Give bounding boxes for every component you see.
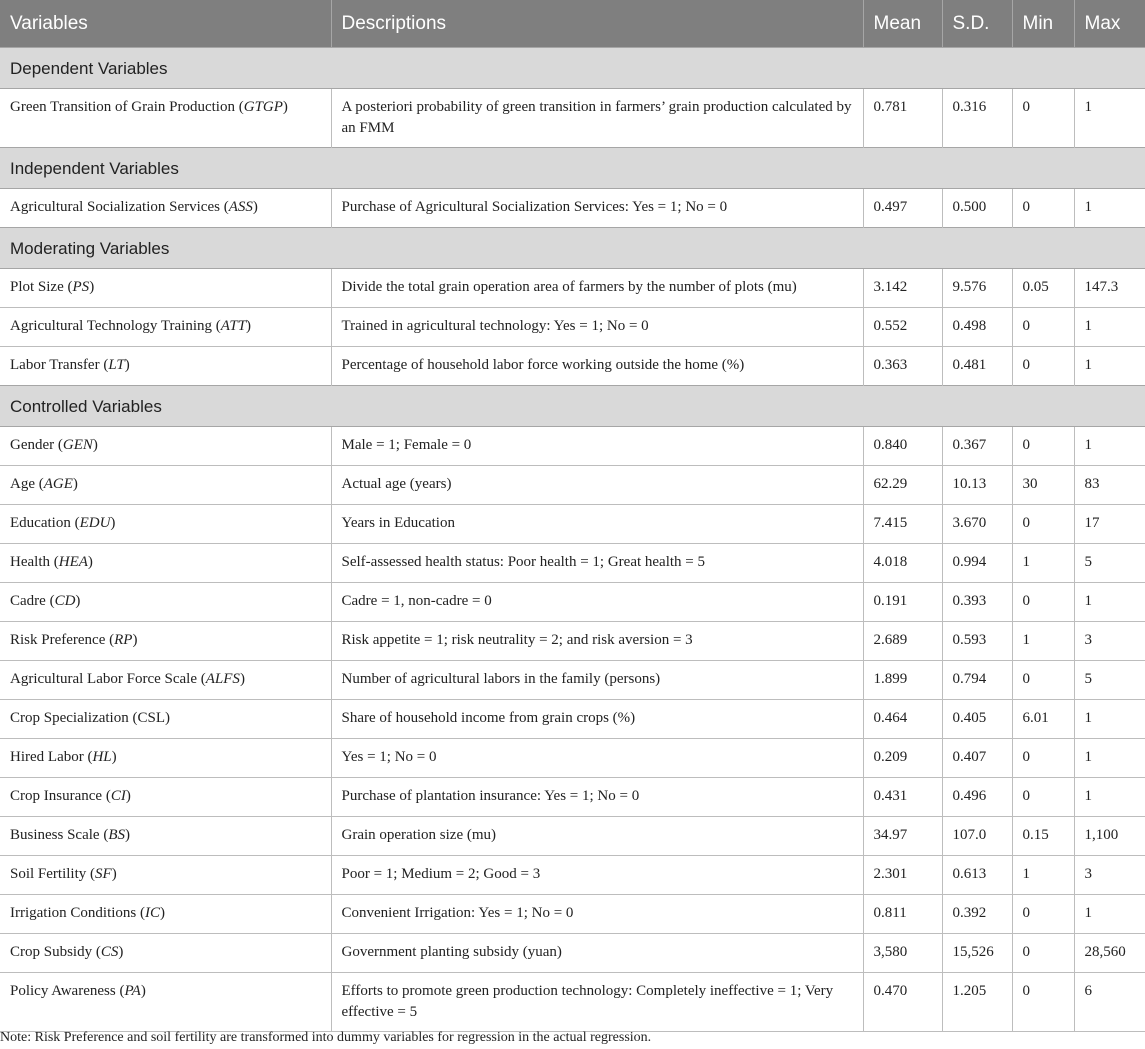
variable-abbreviation: LT xyxy=(108,357,125,373)
description-cell: Actual age (years) xyxy=(331,466,863,505)
description-cell: Efforts to promote green production technology: Completely ineffective = 1; Very effective = 5 xyxy=(331,973,863,1032)
max-cell: 1 xyxy=(1074,739,1145,778)
variable-cell: Education (EDU) xyxy=(0,505,331,544)
variable-abbreviation: RP xyxy=(114,632,133,648)
table-row xyxy=(0,622,1145,661)
mean-cell: 0.464 xyxy=(863,700,942,739)
description-cell: Yes = 1; No = 0 xyxy=(331,739,863,778)
sd-cell: 0.481 xyxy=(942,347,1012,386)
min-cell: 6.01 xyxy=(1012,700,1074,739)
variable-name: Labor Transfer xyxy=(10,357,100,373)
variable-name: Crop Insurance xyxy=(10,788,103,804)
variable-cell: Irrigation Conditions (IC) xyxy=(0,895,331,934)
description-cell: Purchase of Agricultural Socialization Services: Yes = 1; No = 0 xyxy=(331,189,863,228)
min-cell: 0.05 xyxy=(1012,269,1074,308)
max-cell: 147.3 xyxy=(1074,269,1145,308)
mean-cell: 0.191 xyxy=(863,583,942,622)
max-cell: 1,100 xyxy=(1074,817,1145,856)
header-mean: Mean xyxy=(863,0,942,48)
variable-abbreviation: ASS xyxy=(228,199,253,215)
mean-cell: 0.781 xyxy=(863,89,942,148)
sd-cell: 0.405 xyxy=(942,700,1012,739)
min-cell: 0 xyxy=(1012,347,1074,386)
min-cell: 30 xyxy=(1012,466,1074,505)
description-cell: Convenient Irrigation: Yes = 1; No = 0 xyxy=(331,895,863,934)
variable-cell: Health (HEA) xyxy=(0,544,331,583)
variable-cell: Business Scale (BS) xyxy=(0,817,331,856)
min-cell: 0 xyxy=(1012,189,1074,228)
table-row xyxy=(0,189,1145,228)
header-sd: S.D. xyxy=(942,0,1012,48)
sd-cell: 0.593 xyxy=(942,622,1012,661)
sd-cell: 1.205 xyxy=(942,973,1012,1032)
table-row xyxy=(0,661,1145,700)
sd-cell: 0.500 xyxy=(942,189,1012,228)
section-row xyxy=(0,386,1145,427)
max-cell: 5 xyxy=(1074,544,1145,583)
sd-cell: 0.613 xyxy=(942,856,1012,895)
description-cell: Years in Education xyxy=(331,505,863,544)
variable-cell: Crop Subsidy (CS) xyxy=(0,934,331,973)
sd-cell: 0.393 xyxy=(942,583,1012,622)
variable-name: Health xyxy=(10,554,50,570)
variable-name: Cadre xyxy=(10,593,46,609)
max-cell: 1 xyxy=(1074,583,1145,622)
table-row xyxy=(0,308,1145,347)
variable-name: Agricultural Socialization Services xyxy=(10,199,220,215)
min-cell: 0 xyxy=(1012,308,1074,347)
sd-cell: 0.392 xyxy=(942,895,1012,934)
table-row xyxy=(0,427,1145,466)
description-cell: Male = 1; Female = 0 xyxy=(331,427,863,466)
variable-cell: Labor Transfer (LT) xyxy=(0,347,331,386)
description-cell: Poor = 1; Medium = 2; Good = 3 xyxy=(331,856,863,895)
mean-cell: 0.431 xyxy=(863,778,942,817)
min-cell: 1 xyxy=(1012,856,1074,895)
mean-cell: 0.209 xyxy=(863,739,942,778)
sd-cell: 3.670 xyxy=(942,505,1012,544)
section-title: Dependent Variables xyxy=(0,48,1145,89)
sd-cell: 107.0 xyxy=(942,817,1012,856)
max-cell: 1 xyxy=(1074,427,1145,466)
max-cell: 6 xyxy=(1074,973,1145,1032)
min-cell: 0 xyxy=(1012,427,1074,466)
min-cell: 0 xyxy=(1012,89,1074,148)
max-cell: 28,560 xyxy=(1074,934,1145,973)
variable-cell: Agricultural Socialization Services (ASS) xyxy=(0,189,331,228)
variable-name: Policy Awareness xyxy=(10,983,116,999)
variable-abbreviation: CSL xyxy=(137,710,165,726)
mean-cell: 62.29 xyxy=(863,466,942,505)
variable-cell: Soil Fertility (SF) xyxy=(0,856,331,895)
table-row xyxy=(0,973,1145,1032)
min-cell: 0.15 xyxy=(1012,817,1074,856)
variable-abbreviation: CD xyxy=(54,593,76,609)
sd-cell: 0.407 xyxy=(942,739,1012,778)
variable-name: Crop Subsidy xyxy=(10,944,93,960)
mean-cell: 4.018 xyxy=(863,544,942,583)
variable-cell: Green Transition of Grain Production (GTGP) xyxy=(0,89,331,148)
max-cell: 1 xyxy=(1074,700,1145,739)
description-cell: Grain operation size (mu) xyxy=(331,817,863,856)
mean-cell: 0.497 xyxy=(863,189,942,228)
variable-cell: Agricultural Labor Force Scale (ALFS) xyxy=(0,661,331,700)
max-cell: 1 xyxy=(1074,308,1145,347)
table-row xyxy=(0,895,1145,934)
variable-abbreviation: BS xyxy=(108,827,125,843)
variable-cell: Crop Insurance (CI) xyxy=(0,778,331,817)
table-row xyxy=(0,466,1145,505)
sd-cell: 0.794 xyxy=(942,661,1012,700)
min-cell: 1 xyxy=(1012,544,1074,583)
variable-cell: Policy Awareness (PA) xyxy=(0,973,331,1032)
variable-name: Education xyxy=(10,515,71,531)
variable-name: Hired Labor xyxy=(10,749,84,765)
variable-abbreviation: HL xyxy=(92,749,112,765)
mean-cell: 0.470 xyxy=(863,973,942,1032)
section-row xyxy=(0,228,1145,269)
min-cell: 0 xyxy=(1012,973,1074,1032)
table-row xyxy=(0,89,1145,148)
description-cell: Cadre = 1, non-cadre = 0 xyxy=(331,583,863,622)
description-cell: Government planting subsidy (yuan) xyxy=(331,934,863,973)
min-cell: 1 xyxy=(1012,622,1074,661)
variable-cell: Hired Labor (HL) xyxy=(0,739,331,778)
section-row xyxy=(0,148,1145,189)
variable-name: Agricultural Labor Force Scale xyxy=(10,671,198,687)
mean-cell: 2.301 xyxy=(863,856,942,895)
description-cell: A posteriori probability of green transition in farmers’ grain production calculated by an FMM xyxy=(331,89,863,148)
sd-cell: 0.367 xyxy=(942,427,1012,466)
header-max: Max xyxy=(1074,0,1145,48)
variable-name: Risk Preference xyxy=(10,632,106,648)
table-row xyxy=(0,739,1145,778)
max-cell: 17 xyxy=(1074,505,1145,544)
description-cell: Share of household income from grain crops (%) xyxy=(331,700,863,739)
variable-name: Plot Size xyxy=(10,279,64,295)
mean-cell: 3,580 xyxy=(863,934,942,973)
description-cell: Percentage of household labor force working outside the home (%) xyxy=(331,347,863,386)
variable-name: Irrigation Conditions xyxy=(10,905,137,921)
variable-abbreviation: IC xyxy=(145,905,160,921)
variable-abbreviation: EDU xyxy=(79,515,111,531)
table-row xyxy=(0,817,1145,856)
table-row xyxy=(0,856,1145,895)
variable-name: Business Scale xyxy=(10,827,100,843)
variable-cell: Plot Size (PS) xyxy=(0,269,331,308)
variable-abbreviation: PS xyxy=(72,279,90,295)
min-cell: 0 xyxy=(1012,895,1074,934)
max-cell: 3 xyxy=(1074,622,1145,661)
table-body xyxy=(0,48,1145,1032)
variable-abbreviation: AGE xyxy=(43,476,73,492)
description-cell: Divide the total grain operation area of farmers by the number of plots (mu) xyxy=(331,269,863,308)
mean-cell: 2.689 xyxy=(863,622,942,661)
max-cell: 1 xyxy=(1074,778,1145,817)
section-title: Moderating Variables xyxy=(0,228,1145,269)
sd-cell: 15,526 xyxy=(942,934,1012,973)
header-variables: Variables xyxy=(0,0,331,48)
max-cell: 83 xyxy=(1074,466,1145,505)
table-row xyxy=(0,583,1145,622)
mean-cell: 1.899 xyxy=(863,661,942,700)
section-title: Independent Variables xyxy=(0,148,1145,189)
variable-abbreviation: HEA xyxy=(58,554,88,570)
variable-abbreviation: GEN xyxy=(62,437,93,453)
variable-abbreviation: SF xyxy=(95,866,112,882)
max-cell: 1 xyxy=(1074,89,1145,148)
section-row xyxy=(0,48,1145,89)
description-cell: Number of agricultural labors in the family (persons) xyxy=(331,661,863,700)
variable-name: Agricultural Technology Training xyxy=(10,318,212,334)
max-cell: 1 xyxy=(1074,347,1145,386)
sd-cell: 0.498 xyxy=(942,308,1012,347)
max-cell: 1 xyxy=(1074,189,1145,228)
variable-name: Age xyxy=(10,476,35,492)
min-cell: 0 xyxy=(1012,583,1074,622)
mean-cell: 0.811 xyxy=(863,895,942,934)
variable-name: Crop Specialization xyxy=(10,710,129,726)
mean-cell: 0.363 xyxy=(863,347,942,386)
min-cell: 0 xyxy=(1012,661,1074,700)
sd-cell: 9.576 xyxy=(942,269,1012,308)
min-cell: 0 xyxy=(1012,739,1074,778)
min-cell: 0 xyxy=(1012,778,1074,817)
variable-abbreviation: CI xyxy=(110,788,126,804)
mean-cell: 3.142 xyxy=(863,269,942,308)
variable-abbreviation: ALFS xyxy=(205,671,240,687)
description-cell: Self-assessed health status: Poor health = 1; Great health = 5 xyxy=(331,544,863,583)
min-cell: 0 xyxy=(1012,934,1074,973)
max-cell: 1 xyxy=(1074,895,1145,934)
variable-cell: Cadre (CD) xyxy=(0,583,331,622)
mean-cell: 0.552 xyxy=(863,308,942,347)
variable-cell: Age (AGE) xyxy=(0,466,331,505)
mean-cell: 34.97 xyxy=(863,817,942,856)
description-cell: Risk appetite = 1; risk neutrality = 2; and risk aversion = 3 xyxy=(331,622,863,661)
description-cell: Trained in agricultural technology: Yes = 1; No = 0 xyxy=(331,308,863,347)
header-min: Min xyxy=(1012,0,1074,48)
variable-name: Gender xyxy=(10,437,55,453)
variable-abbreviation: PA xyxy=(124,983,141,999)
mean-cell: 0.840 xyxy=(863,427,942,466)
variable-abbreviation: CS xyxy=(100,944,119,960)
variable-cell: Gender (GEN) xyxy=(0,427,331,466)
description-cell: Purchase of plantation insurance: Yes = 1; No = 0 xyxy=(331,778,863,817)
header-descriptions: Descriptions xyxy=(331,0,863,48)
mean-cell: 7.415 xyxy=(863,505,942,544)
table-row xyxy=(0,505,1145,544)
min-cell: 0 xyxy=(1012,505,1074,544)
table-row xyxy=(0,778,1145,817)
variable-cell: Risk Preference (RP) xyxy=(0,622,331,661)
variable-cell: Agricultural Technology Training (ATT) xyxy=(0,308,331,347)
table-row xyxy=(0,700,1145,739)
section-title: Controlled Variables xyxy=(0,386,1145,427)
table-row xyxy=(0,347,1145,386)
sd-cell: 10.13 xyxy=(942,466,1012,505)
variable-abbreviation: ATT xyxy=(220,318,247,334)
max-cell: 5 xyxy=(1074,661,1145,700)
table-row xyxy=(0,269,1145,308)
sd-cell: 0.316 xyxy=(942,89,1012,148)
variable-name: Green Transition of Grain Production xyxy=(10,99,235,115)
max-cell: 3 xyxy=(1074,856,1145,895)
table-row xyxy=(0,544,1145,583)
variable-name: Soil Fertility xyxy=(10,866,87,882)
variable-cell: Crop Specialization (CSL) xyxy=(0,700,331,739)
sd-cell: 0.994 xyxy=(942,544,1012,583)
sd-cell: 0.496 xyxy=(942,778,1012,817)
table-row xyxy=(0,934,1145,973)
header-row xyxy=(0,0,1145,48)
variable-abbreviation: GTGP xyxy=(243,99,283,115)
table-note: Note: Risk Preference and soil fertility are transformed into dummy variables for regression in the actual regression. xyxy=(0,1030,652,1045)
